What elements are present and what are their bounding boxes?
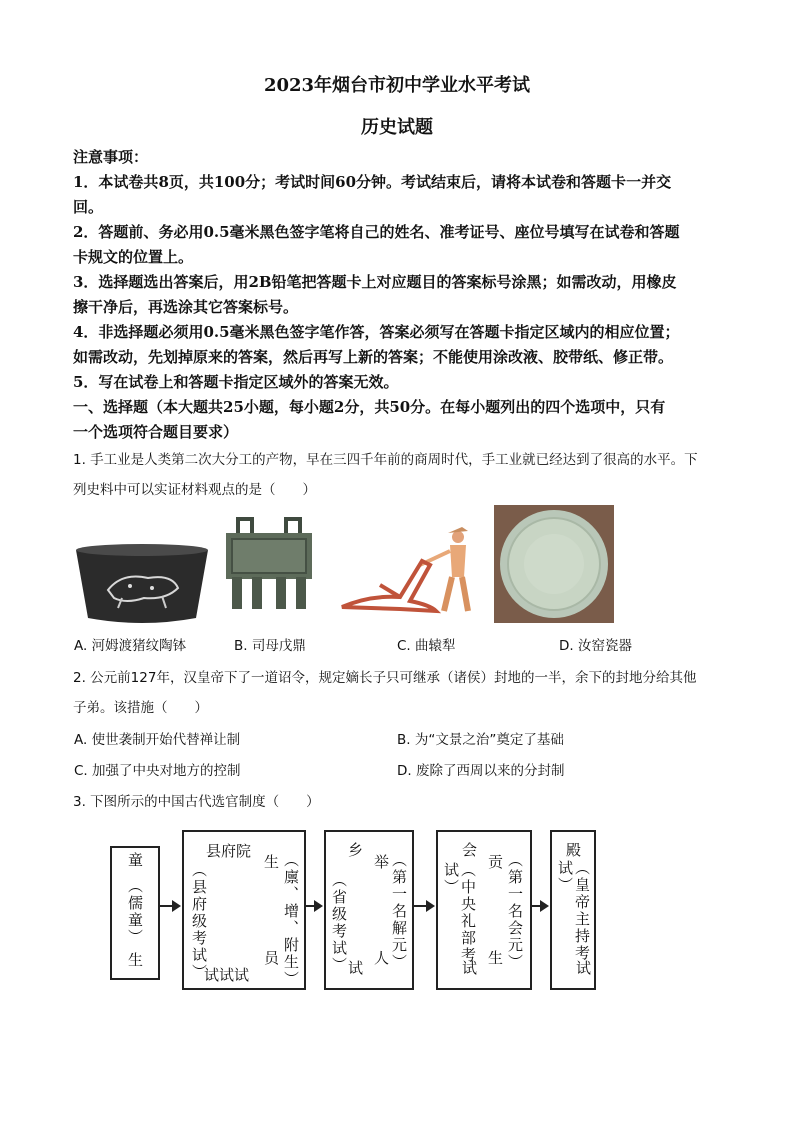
diagram-box-end: 试 [574,960,592,977]
diagram-box-side: 举 [372,854,390,871]
notes-line: 如需改动，先划掉原来的答案，然后再写上新的答案；不能使用涂改液、胶带纸、修正带。 [73,348,674,366]
diagram-box-side-end: 员 [262,950,280,967]
arrow-icon [159,905,179,907]
diagram-box-top: 县府院 [206,842,252,860]
question-3-stem: 3. 下图所示的中国古代选官制度（ ） [73,794,320,810]
plough-icon [340,525,480,617]
diagram-box-end: 生 [126,952,144,969]
question-1-stem: 列史料中可以实证材料观点的是（ ） [73,482,316,498]
notes-line: 回。 [73,198,104,216]
notes-line: 擦干净后，再选涂其它答案标号。 [73,298,299,316]
diagram-box-end: 试 [460,960,478,977]
question-1-option-c[interactable]: C. 曲辕犁 [397,638,456,654]
diagram-box-side: 生 [262,854,280,871]
diagram-box-end: 试 [346,960,364,977]
question-2-stem: 2. 公元前127年，汉皇帝下了一道诏令，规定嫡长子只可继承（诸侯）封地的一半，余下的封地分给其他 [73,670,697,686]
notes-line: 卡规文的位置上。 [73,248,194,266]
question-1-option-a[interactable]: A. 河姆渡猪纹陶钵 [74,638,187,654]
diagram-box-metropolitan-exam [436,830,532,990]
question-1-option-d[interactable]: D. 汝窑瓷器 [559,638,632,654]
arrow-icon [413,905,433,907]
diagram-box-note: （儒童） [126,878,144,946]
notes-line: 4．非选择题必须用0.5毫米黑色签字笔作答，答案必须写在答题卡指定区域内的相应位置； [73,323,680,341]
question-2-stem: 子弟。该措施（ ） [73,700,208,716]
exam-title: 2023年烟台市初中学业水平考试 [263,75,531,96]
question-2-option-a[interactable]: A. 使世袭制开始代替禅让制 [74,732,241,748]
notes-line: 1．本试卷共8页，共100分；考试时间60分钟。考试结束后，请将本试卷和答题卡一并交 [73,173,672,191]
bronze-ding-icon [222,517,316,611]
diagram-box-side-note: （第一名会元） [506,852,524,971]
arrow-icon [305,905,321,907]
diagram-box-main: 童 [126,852,144,869]
question-2-option-d[interactable]: D. 废除了西周以来的分封制 [397,763,565,779]
notes-line: 3．选择题选出答案后，用2B铅笔把答题卡上对应题目的答案标号涂黑；如需改动，用橡皮 [73,273,677,291]
arrow-icon [531,905,547,907]
diagram-box-palace-exam [550,830,596,990]
diagram-box-side-end: 生 [486,950,504,967]
diagram-box-end: 试试试 [204,966,250,984]
pottery-bowl-icon [74,540,210,624]
notes-heading: 注意事项： [73,148,149,166]
diagram-box-main: 乡 [346,842,364,859]
section-heading: 一个选项符合题目要求） [73,423,239,441]
exam-subtitle: 历史试题 [361,117,433,138]
diagram-box-provincial-exam [324,830,414,990]
question-1-stem: 1. 手工业是人类第二次大分工的产物，早在三四千年前的商周时代，手工业就已经达到了很高的水平。下 [73,452,698,468]
question-1-option-b[interactable]: B. 司母戊鼎 [234,638,306,654]
question-2-option-b[interactable]: B. 为“文景之治”奠定了基础 [397,732,564,748]
diagram-box-side-end: 人 [372,950,390,967]
question-2-option-c[interactable]: C. 加强了中央对地方的控制 [74,763,241,779]
section-heading: 一、选择题（本大题共25小题，每小题2分，共50分。在每小题列出的四个选项中，只有 [73,398,666,416]
diagram-box-note: （县府级考试） [190,862,208,981]
diagram-box-side: 贡 [486,854,504,871]
notes-line: 2．答题前、务必用0.5毫米黑色签字笔将自己的姓名、准考证号、座位号填写在试卷和答题 [73,223,680,241]
diagram-box-tongsheng [110,846,160,980]
diagram-box-note: （省级考试） [330,872,348,974]
diagram-box-main: 会 [460,842,478,859]
diagram-box-note: （中央礼部考试） [442,862,477,964]
diagram-box-side-note: （第一名解元） [390,852,408,971]
diagram-box-side-note: （廪、增、附生） [282,852,300,988]
porcelain-dish-icon [494,505,614,623]
notes-line: 5．写在试卷上和答题卡指定区域外的答案无效。 [73,373,399,391]
diagram-box-county-exam [182,830,306,990]
diagram-box-note: （皇帝主持考试） [556,860,591,962]
diagram-box-main: 殿 [564,842,582,859]
